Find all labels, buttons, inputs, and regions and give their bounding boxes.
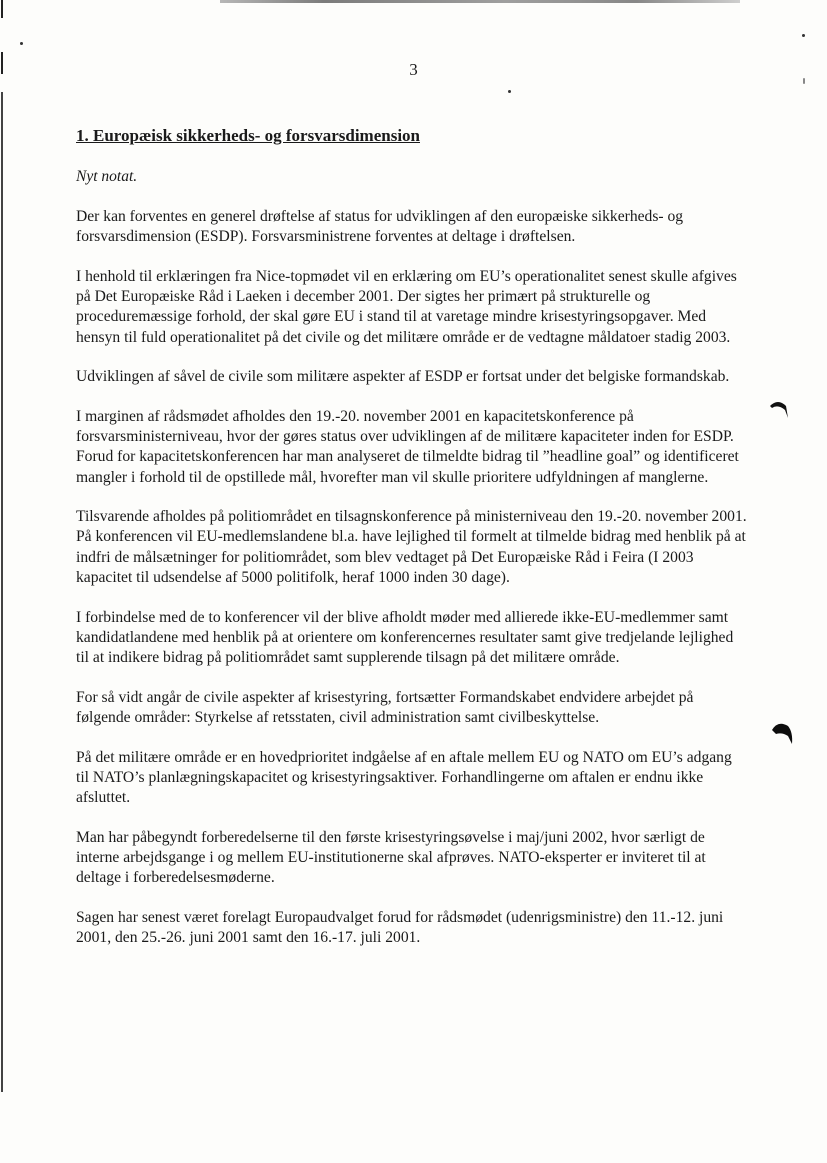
paragraph: Tilsvarende afholdes på politiområdet en tilsagnskonference på ministerniveau den 19.-20. november 2001. På konferencen vil EU-medlemslandene bl.a. have lejlighed til formelt at tilmelde bidrag med henblik på at indfri de målsætninger for politiområdet, som blev vedtaget på Det Europæiske Råd i Feira (I 2003 kapacitet til udsendelse af 5000 politifolk, heraf 1000 inden 30 dage). — [76, 508, 747, 586]
punch-hole-mark — [768, 398, 790, 420]
note-label: Nyt notat. — [76, 168, 138, 185]
scan-speck — [20, 42, 23, 45]
scan-edge-line — [220, 0, 740, 3]
paragraph: Man har påbegyndt forberedelserne til den første krisestyringsøvelse i maj/juni 2002, hvor særligt de interne arbejdsgange i og mellem EU-institutionerne skal afprøves. NATO-eksperter er inviteret til at deltage i forberedelsesmøderne. — [76, 828, 706, 887]
paragraph: Sagen har senest været forelagt Europaudvalget forud for rådsmødet (udenrigsministre) den 11.-12. juni 2001, den 25.-26. juni 2001 samt den 16.-17. juli 2001. — [76, 908, 724, 946]
scan-margin-mark — [1, 0, 3, 18]
paragraph: For så vidt angår de civile aspekter af krisestyring, fortsætter Formandskabet endvidere arbejdet på følgende områder: Styrkelse af retsstaten, civil administration samt civilbeskyttelse. — [76, 688, 694, 726]
page-number: 3 — [409, 60, 418, 79]
document-body — [76, 125, 748, 968]
paragraph: I marginen af rådsmødet afholdes den 19.-20. november 2001 en kapacitetskonference på forsvarsministerniveau, hvor der gøres status over udviklingen af de militære kapaciteter inden for ESDP. Forud for kapacitetskonferencen har man analyseret de tilmeldte bidrag til ”headline goal” og identificeret mangler i forhold til de opstillede mål, hvorefter man vil skulle prioritere udfyldningen af manglerne. — [76, 407, 739, 486]
paragraph: Udviklingen af såvel de civile som militære aspekter af ESDP er fortsat under det belgiske formandskab. — [76, 368, 730, 386]
scan-speck — [508, 90, 511, 93]
scan-margin-line — [1, 92, 3, 1092]
paragraph: Der kan forventes en generel drøftelse af status for udviklingen af den europæiske sikkerheds- og forsvarsdimension (ESDP). Forsvarsministrene forventes at deltage i drøftelsen. — [76, 208, 684, 246]
paragraph: I henhold til erklæringen fra Nice-topmødet vil en erklæring om EU’s operationalitet senest skulle afgives på Det Europæiske Råd i Laeken i december 2001. Der sigtes her primært på strukturelle og proceduremæssige forhold, der skal gøre EU i stand til at varetage mindre krisestyringsopgaver. Med hensyn til fuld operationalitet på det civile og det militære område er de vedtagne måldatoer stadig 2003. — [76, 267, 737, 346]
paragraph: På det militære område er en hovedprioritet indgåelse af en aftale mellem EU og NATO om EU’s adgang til NATO’s planlægningskapacitet og krisestyringsaktiver. Forhandlingerne om aftalen er endnu ikke afsluttet. — [76, 748, 732, 806]
scan-speck — [802, 34, 805, 37]
section-heading: 1. Europæisk sikkerheds- og forsvarsdimension — [76, 126, 420, 145]
paragraph: I forbindelse med de to konferencer vil der blive afholdt møder med allierede ikke-EU-medlemmer samt kandidatlandene med henblik på at orientere om konferencernes resultater samt give tredjelande lejlighed til at indikere bidrag på politiområdet samt supplerende tilsagn på det militære område. — [76, 608, 734, 666]
punch-hole-mark — [770, 720, 794, 746]
